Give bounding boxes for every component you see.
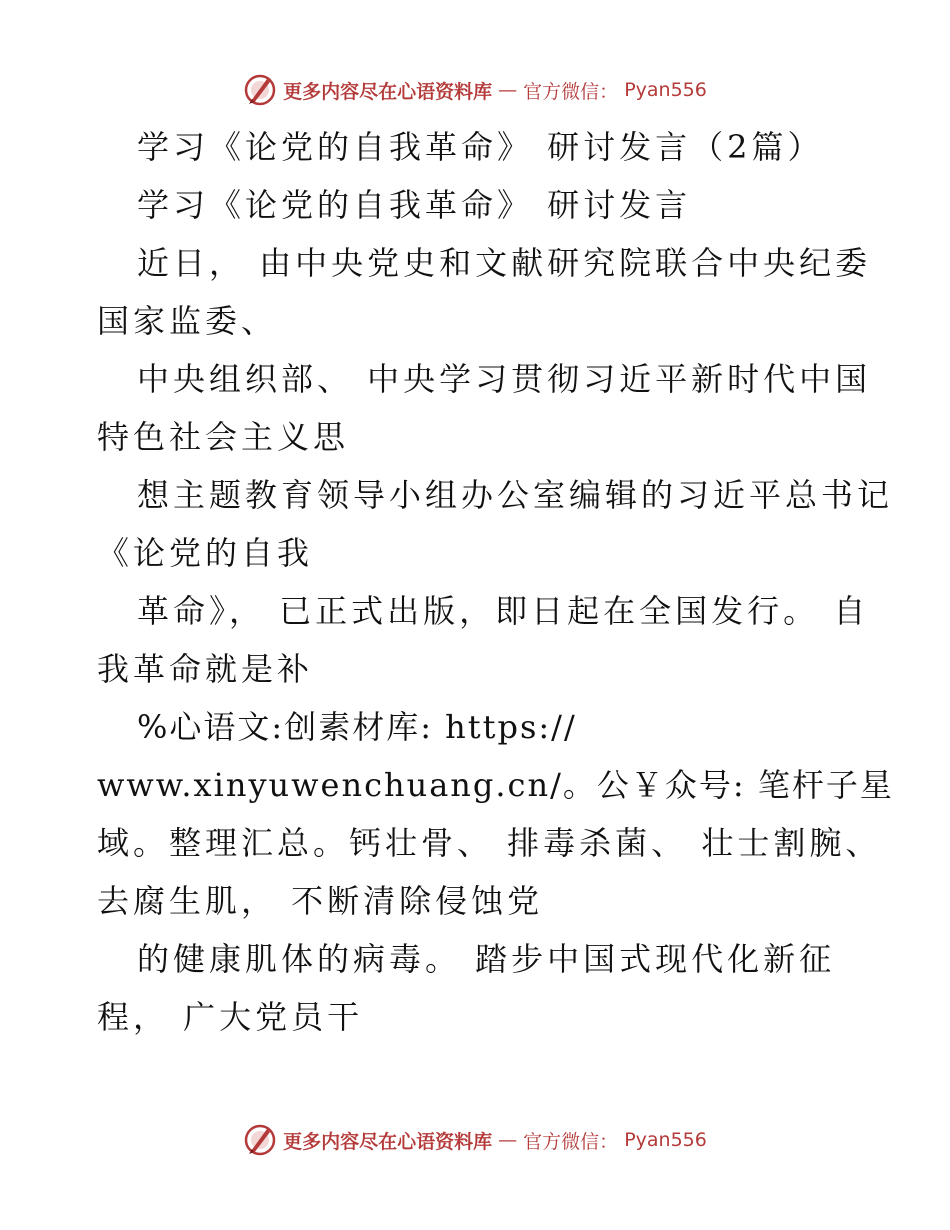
paragraph-line: 国家监委、 xyxy=(97,302,278,340)
document-subtitle: 学习《论党的自我革命》 研讨发言 xyxy=(137,186,692,224)
footer-watermark xyxy=(0,1120,950,1160)
watermark-brand: 更多内容尽在心语资料库 xyxy=(283,1130,493,1153)
watermark-contact-label: 官方微信： xyxy=(523,1130,619,1153)
watermark-brand: 更多内容尽在心语资料库 xyxy=(283,80,493,103)
paragraph-line: 我革命就是补 xyxy=(97,650,314,688)
watermark-contact-id: Pyan556 xyxy=(624,1129,707,1151)
paragraph-line: 程， 广大党员干 xyxy=(97,998,364,1036)
paragraph-line: 的健康肌体的病毒。 踏步中国式现代化新征 xyxy=(137,940,836,978)
paragraph-line: 《论党的自我 xyxy=(97,534,314,572)
watermark-separator: — xyxy=(498,79,518,101)
paragraph-line: 域。整理汇总。钙壮骨、 排毒杀菌、 壮士割腕、 xyxy=(97,824,882,862)
watermark-contact-label: 官方微信： xyxy=(523,80,619,103)
watermark-contact-id: Pyan556 xyxy=(624,79,707,101)
quill-pen-logo-icon xyxy=(243,1123,277,1157)
paragraph-line: 特色社会主义思 xyxy=(97,418,350,456)
quill-pen-logo-icon xyxy=(243,73,277,107)
document-title: 学习《论党的自我革命》 研讨发言（2篇） xyxy=(137,128,824,166)
header-watermark xyxy=(0,70,950,110)
paragraph-line: %心语文:创素材库: https:// xyxy=(137,708,577,746)
paragraph-line: 近日， 由中央党史和文献研究院联合中央纪委 xyxy=(137,244,872,282)
watermark-separator: — xyxy=(498,1129,518,1151)
document-body xyxy=(97,118,894,1046)
paragraph-line: 中央组织部、 中央学习贯彻习近平新时代中国 xyxy=(137,360,872,398)
paragraph-line: 想主题教育领导小组办公室编辑的习近平总书记 xyxy=(137,476,894,514)
paragraph-line: 去腐生肌， 不断清除侵蚀党 xyxy=(97,882,544,920)
paragraph-line: 革命》， 已正式出版，即日起在全国发行。 自 xyxy=(137,592,870,630)
paragraph-line: www.xinyuwenchuang.cn/。公￥众号: 笔杆子星 xyxy=(97,766,894,804)
